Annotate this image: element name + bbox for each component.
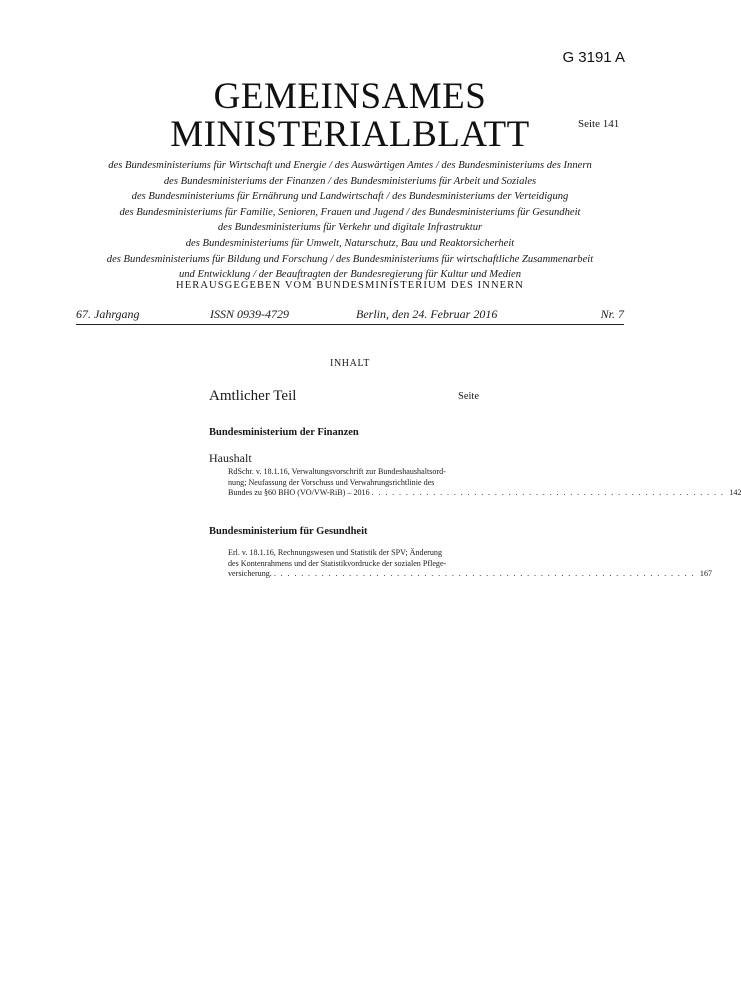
header-divider [76, 324, 624, 325]
section-subheading: Haushalt [209, 451, 252, 465]
ministries-list [40, 158, 660, 283]
publication-code: G 3191 A [562, 49, 625, 66]
publisher-line: HERAUSGEGEBEN VOM BUNDESMINISTERIUM DES INNERN [176, 280, 524, 291]
title-line-2: MINISTERIALBLATT [170, 114, 530, 155]
ministries-line: und Entwicklung / der Beauftragten der Bundesregierung für Kultur und Medien [178, 269, 522, 281]
part-title: Amtlicher Teil [209, 388, 297, 404]
toc-entry-line: versicherung. [228, 569, 272, 579]
toc-entry-line: RdSchr. v. 18.1.16, Verwaltungsvorschrift zur Bundeshaushaltsord- [228, 467, 446, 476]
ministries-line: des Bundesministeriums für Wirtschaft und Energie / des Auswärtigen Amtes / des Bundesministeriums des Innern [108, 160, 592, 171]
toc-heading: INHALT [330, 358, 370, 369]
ministries-line: des Bundesministeriums für Bildung und Forschung / des Bundesministeriums für wirtschaftliche Zusammenarbeit [106, 253, 594, 265]
toc-entry-line: des Kontenrahmens und der Statistikvordrucke der sozialen Pflege- [228, 558, 447, 568]
toc-entry-page: 142 [729, 488, 741, 498]
toc-entry[interactable] [228, 548, 713, 580]
issue-number: Nr. 7 [600, 307, 624, 321]
leader-dots: . . . . . . . . . . . . . . . . . . . . . . . . . . . . . . . . . . . . . . . . . . . . . . . . . . . . . . . . . . . . . . [273, 569, 695, 579]
page-column-label: Seite [458, 391, 479, 402]
toc-entry[interactable] [228, 467, 741, 499]
title-line-1: GEMEINSAMES [213, 76, 487, 117]
ministries-line: des Bundesministeriums für Familie, Senioren, Frauen und Jugend / des Bundesministeriums für Gesundheit [119, 206, 581, 218]
leader-dots: . . . . . . . . . . . . . . . . . . . . . . . . . . . . . . . . . . . . . . . . . . . . . . . . . . . . [371, 488, 725, 498]
issue-date: Berlin, den 24. Februar 2016 [356, 307, 498, 321]
ministries-line: des Bundesministeriums der Finanzen / des Bundesministeriums für Arbeit und Soziales [163, 175, 537, 187]
section-ministry-finance: Bundesministerium der Finanzen [209, 427, 359, 438]
issn: ISSN 0939-4729 [210, 307, 289, 321]
toc-entry-line: nung; Neufassung der Vorschuss und Verwahrungsrichtlinie des [228, 477, 435, 487]
page-number: Seite 141 [578, 118, 620, 130]
ministries-line: des Bundesministeriums für Verkehr und digitale Infrastruktur [217, 222, 483, 234]
toc-entry-page: 167 [699, 569, 713, 579]
ministries-line: des Bundesministeriums für Ernährung und Landwirtschaft / des Bundesministeriums der Verteidigung [131, 191, 569, 203]
toc-entry-line: Bundes zu §60 BHO (VO/VW-RiB) – 2016 [228, 488, 370, 498]
ministries-line: des Bundesministeriums für Umwelt, Naturschutz, Bau und Reaktorsicherheit [185, 237, 515, 249]
section-ministry-health: Bundesministerium für Gesundheit [209, 526, 368, 537]
volume-year: 67. Jahrgang [76, 307, 140, 321]
toc-entry-line: Erl. v. 18.1.16, Rechnungswesen und Statistik der SPV; Änderung [228, 548, 443, 557]
